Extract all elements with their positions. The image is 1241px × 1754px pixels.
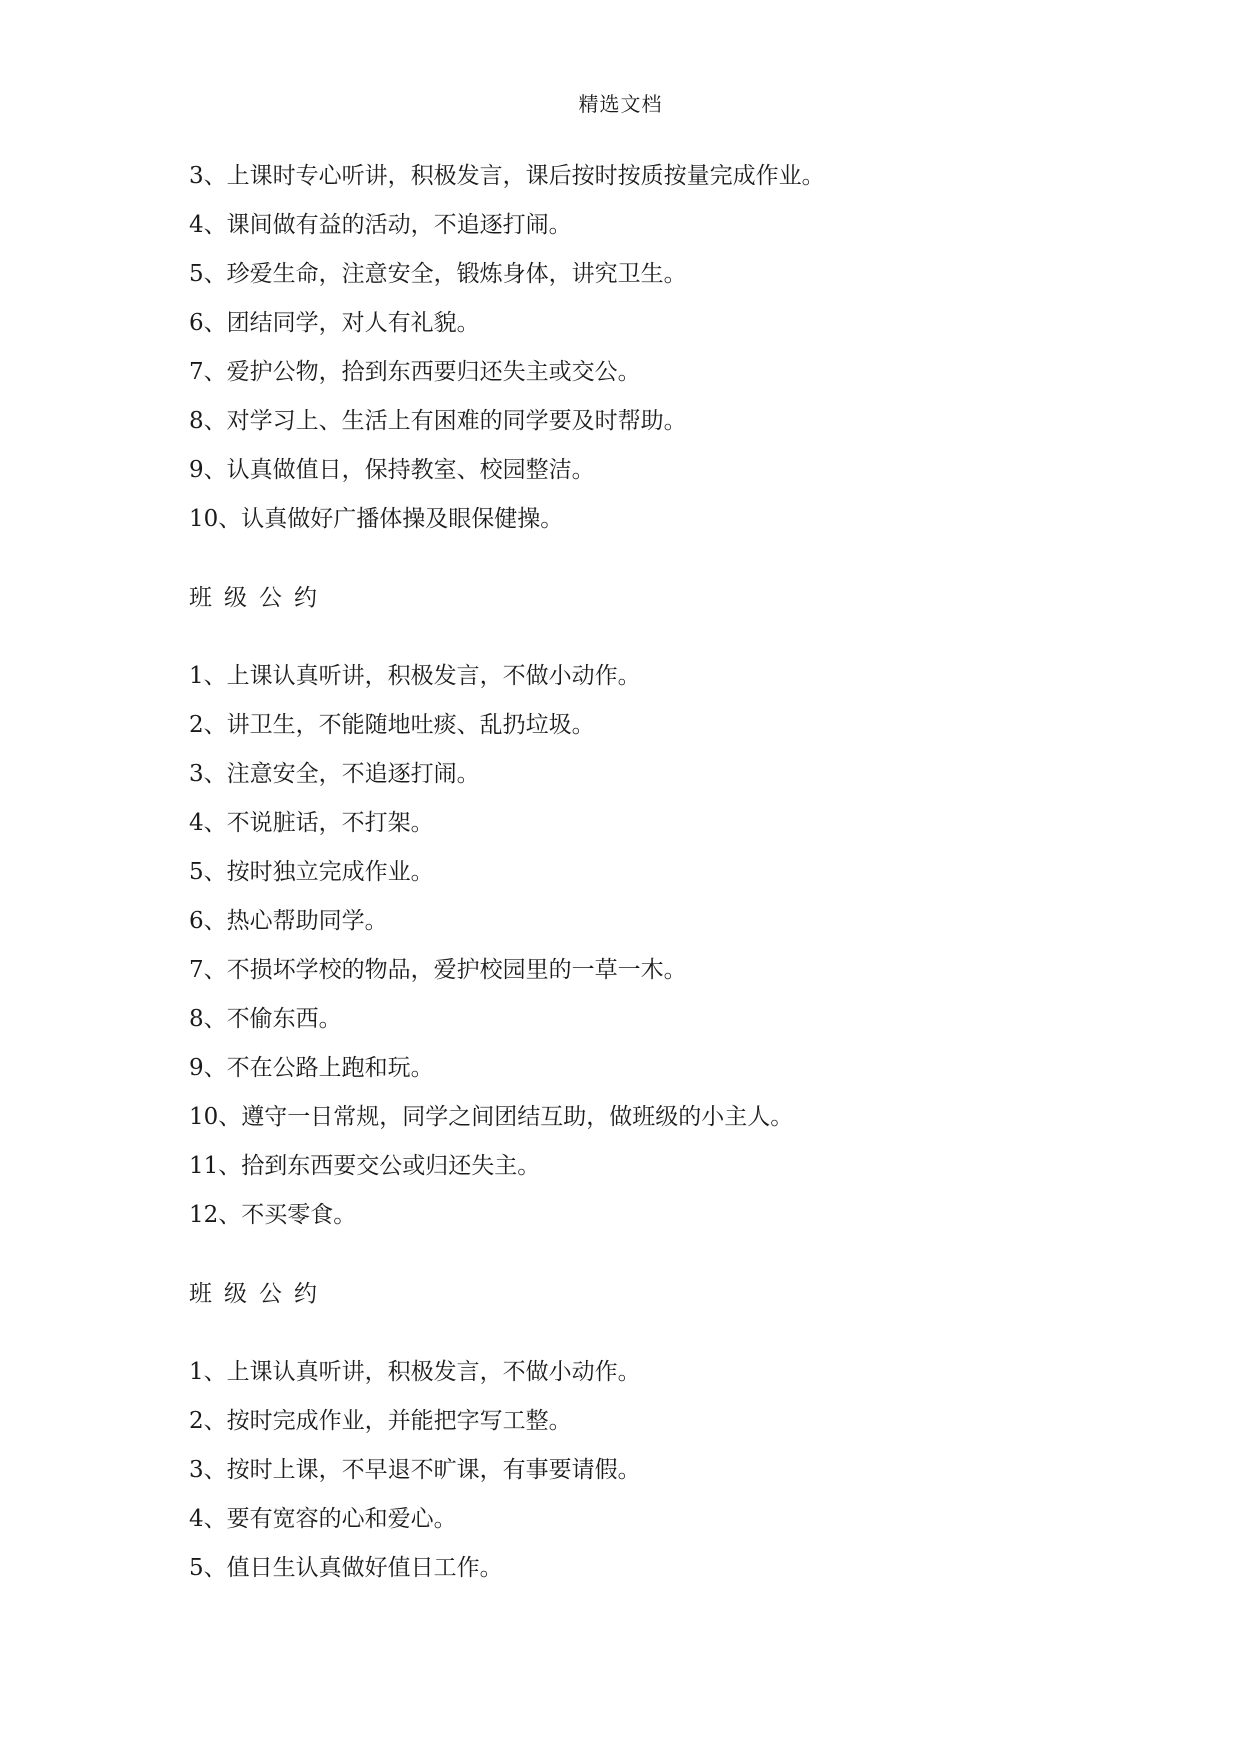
list-item: 8、对学习上、生活上有困难的同学要及时帮助。 [189,408,687,434]
list-item: 7、不损坏学校的物品，爱护校园里的一草一木。 [189,957,687,983]
list-item: 2、按时完成作业，并能把字写工整。 [189,1408,572,1434]
section-rules-continued [189,158,1089,550]
list-item: 4、课间做有益的活动，不追逐打闹。 [189,212,572,238]
list-item: 12、不买零食。 [189,1202,357,1228]
list-item: 2、讲卫生，不能随地吐痰、乱扔垃圾。 [189,712,595,738]
list-item: 5、按时独立完成作业。 [189,859,434,885]
list-item: 11、拾到东西要交公或归还失主。 [189,1153,541,1179]
list-item: 3、上课时专心听讲，积极发言，课后按时按质按量完成作业。 [189,163,825,189]
list-item: 5、值日生认真做好值日工作。 [189,1555,503,1581]
list-item: 4、要有宽容的心和爱心。 [189,1506,457,1532]
list-item: 1、上课认真听讲，积极发言，不做小动作。 [189,1359,641,1385]
section-heading: 班级公约 [189,1281,329,1307]
list-item: 3、注意安全，不追逐打闹。 [189,761,480,787]
list-item: 6、热心帮助同学。 [189,908,388,934]
list-item: 1、上课认真听讲，积极发言，不做小动作。 [189,663,641,689]
section-heading: 班级公约 [189,585,329,611]
list-item: 3、按时上课，不早退不旷课，有事要请假。 [189,1457,641,1483]
document-body [189,158,1089,1599]
list-item: 9、不在公路上跑和玩。 [189,1055,434,1081]
list-item: 5、珍爱生命，注意安全，锻炼身体，讲究卫生。 [189,261,687,287]
list-item: 10、遵守一日常规，同学之间团结互助，做班级的小主人。 [189,1104,794,1130]
list-item: 6、团结同学，对人有礼貌。 [189,310,480,336]
list-item: 4、不说脏话，不打架。 [189,810,434,836]
section-class-convention-1 [189,658,1089,1246]
page-header: 精选文档 [578,92,663,116]
list-item: 9、认真做值日，保持教室、校园整洁。 [189,457,595,483]
section-class-convention-2 [189,1354,1089,1599]
list-item: 7、爱护公物，拾到东西要归还失主或交公。 [189,359,641,385]
list-item: 10、认真做好广播体操及眼保健操。 [189,506,564,532]
list-item: 8、不偷东西。 [189,1006,342,1032]
